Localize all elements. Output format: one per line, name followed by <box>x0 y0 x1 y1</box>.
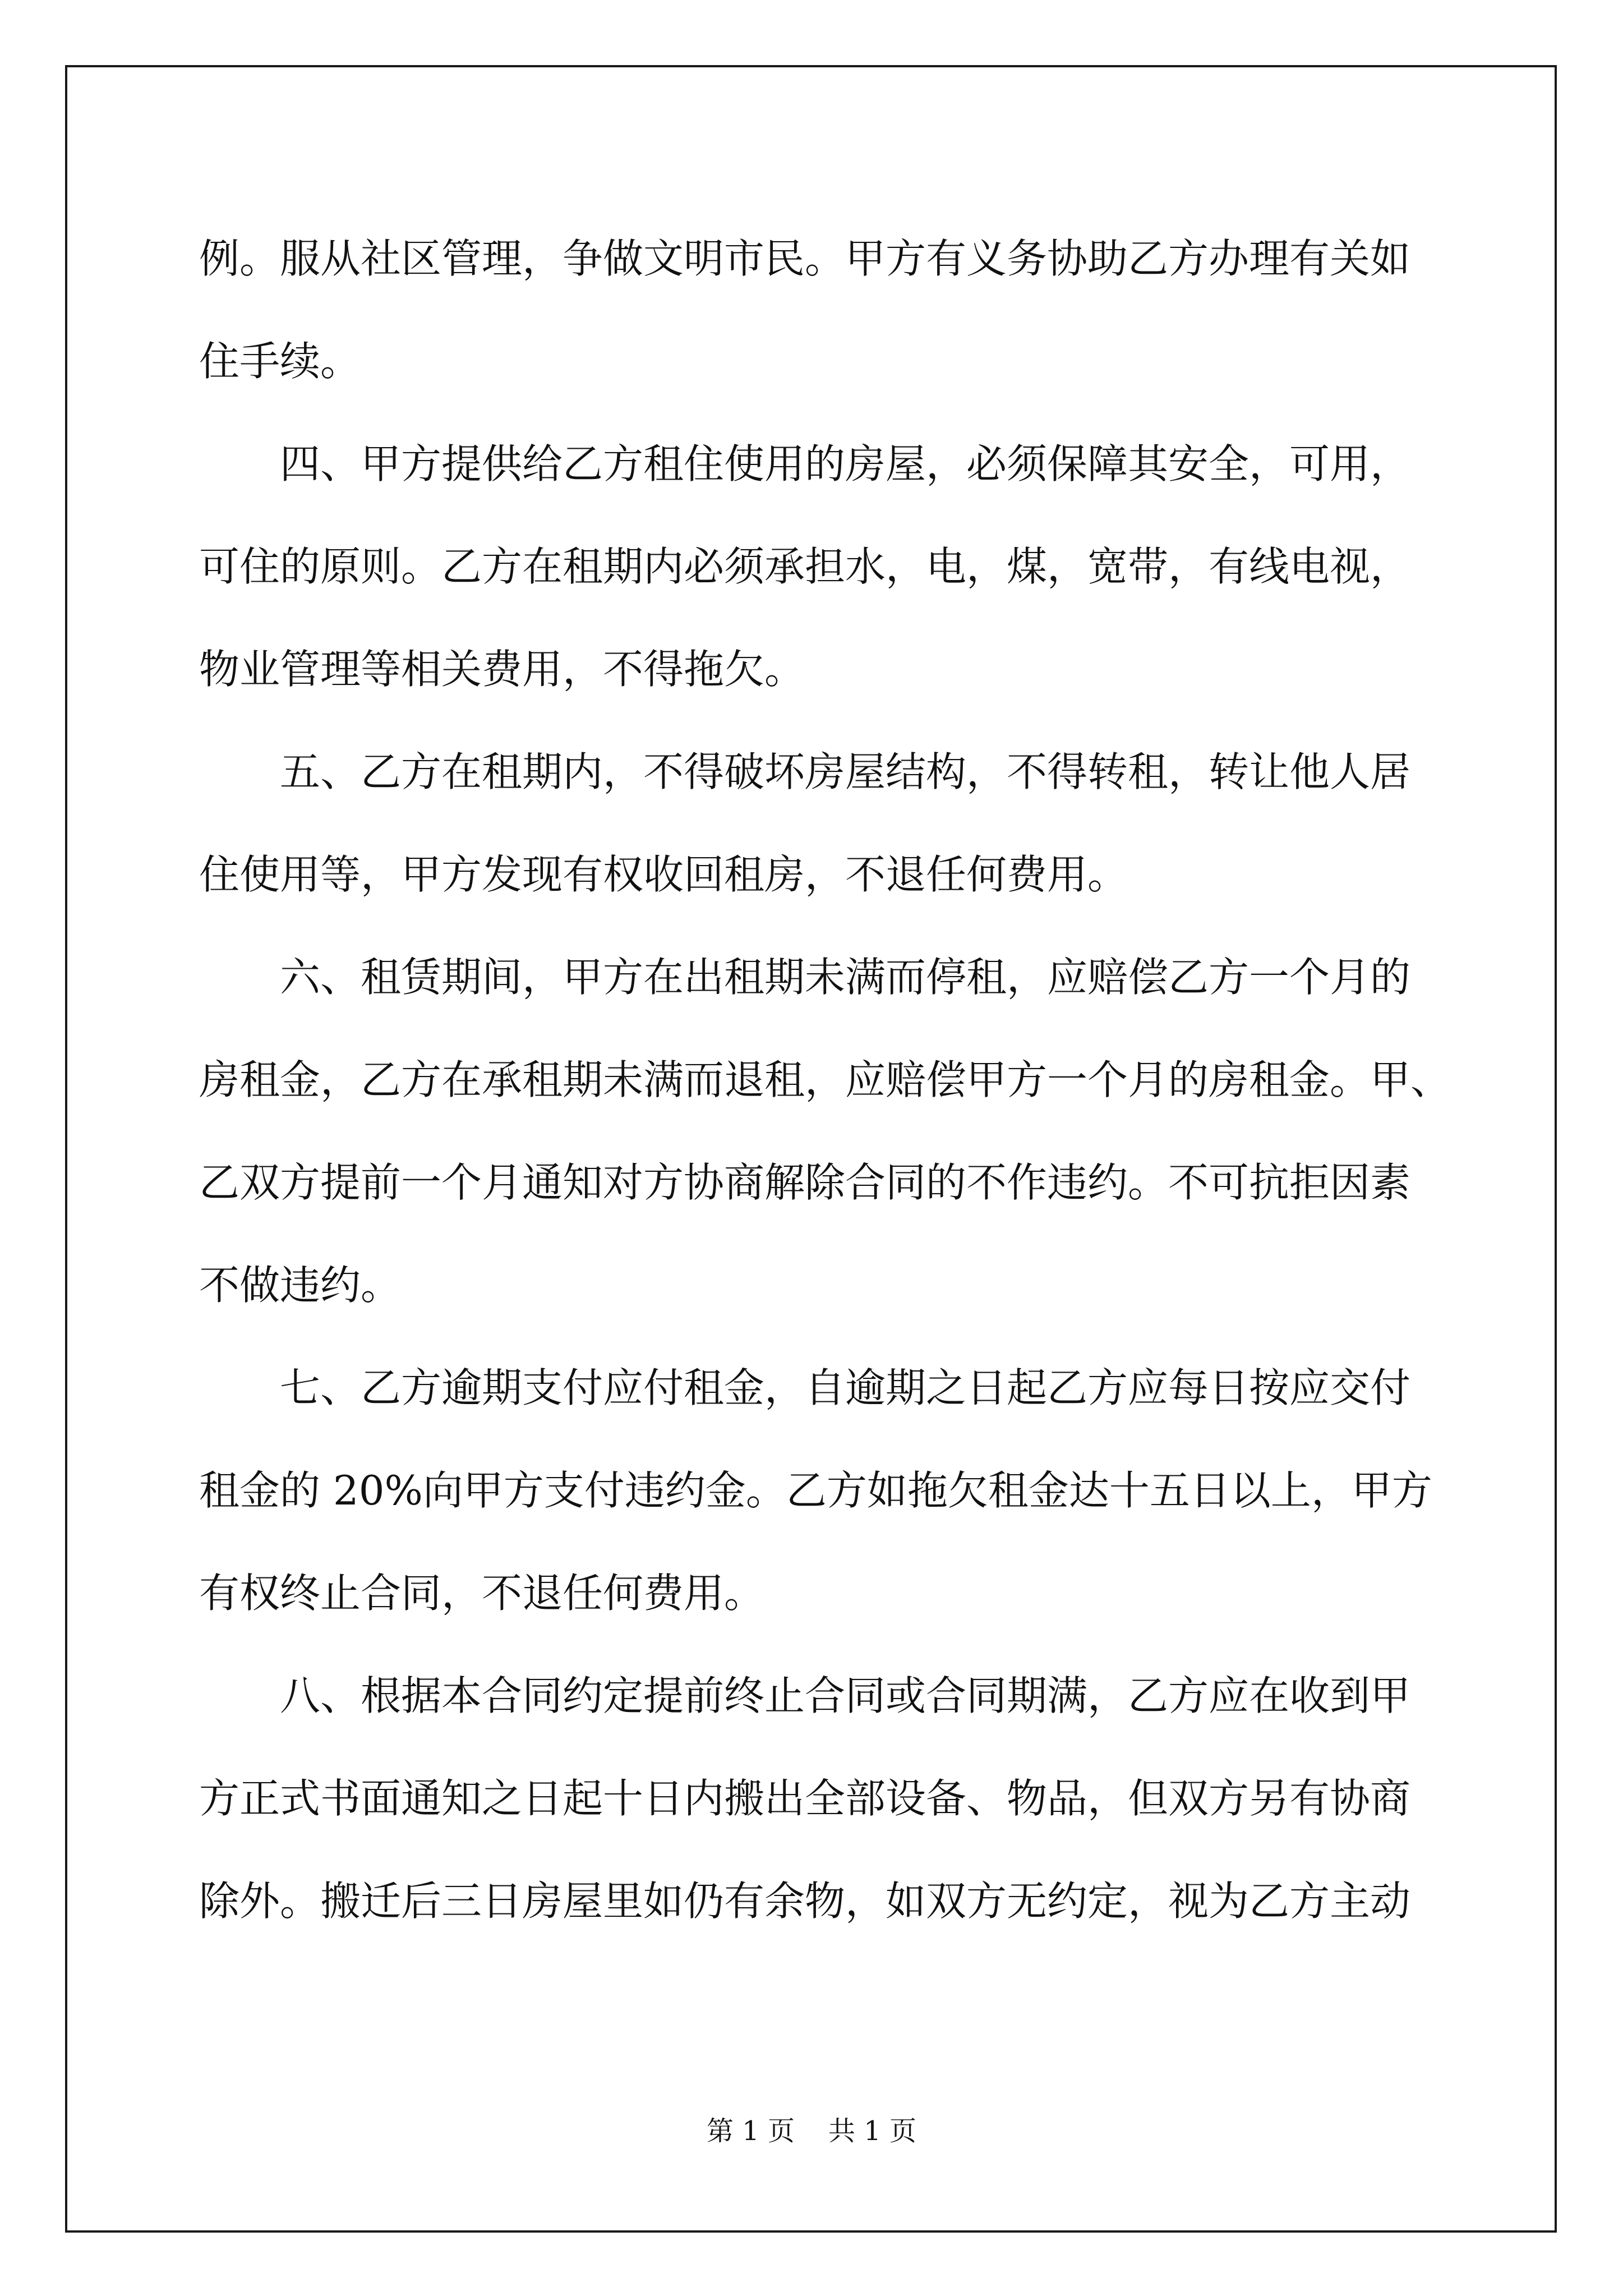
page-total: 共 1 页 <box>828 2115 917 2147</box>
text-line: 住手续。 <box>199 338 361 385</box>
text-line: 房租金，乙方在承租期未满而退租，应赔偿甲方一个月的房租金。甲、 <box>199 1056 1451 1103</box>
text-line: 例。服从社区管理，争做文明市民。甲方有义务协助乙方办理有关如 <box>199 235 1411 282</box>
text-line: 物业管理等相关费用，不得拖欠。 <box>199 646 805 693</box>
text-line: 六、租赁期间，甲方在出租期未满而停租，应赔偿乙方一个月的 <box>199 954 1411 1001</box>
text-line: 四、甲方提供给乙方租住使用的房屋，必须保障其安全，可用， <box>199 440 1411 487</box>
text-line: 除外。搬迁后三日房屋里如仍有余物，如双方无约定，视为乙方主动 <box>199 1878 1411 1925</box>
text-line: 租金的 20%向甲方支付违约金。乙方如拖欠租金达十五日以上，甲方 <box>199 1467 1432 1514</box>
text-line: 八、根据本合同约定提前终止合同或合同期满，乙方应在收到甲 <box>199 1672 1411 1719</box>
text-line: 可住的原则。乙方在租期内必须承担水，电，煤，宽带，有线电视， <box>199 543 1411 590</box>
text-line: 住使用等，甲方发现有权收回租房，不退任何费用。 <box>199 851 1128 898</box>
text-line: 七、乙方逾期支付应付租金，自逾期之日起乙方应每日按应交付 <box>199 1364 1411 1411</box>
text-line: 不做违约。 <box>199 1262 402 1309</box>
page-footer <box>0 2109 1623 2148</box>
text-line: 方正式书面通知之日起十日内搬出全部设备、物品，但双方另有协商 <box>199 1775 1411 1822</box>
document-body <box>199 208 1451 1953</box>
text-line: 五、乙方在租期内，不得破坏房屋结构，不得转租，转让他人居 <box>199 748 1411 795</box>
page-number: 第 1 页 <box>706 2115 795 2147</box>
text-line: 乙双方提前一个月通知对方协商解除合同的不作违约。不可抗拒因素 <box>199 1159 1411 1206</box>
text-line: 有权终止合同，不退任何费用。 <box>199 1570 765 1617</box>
